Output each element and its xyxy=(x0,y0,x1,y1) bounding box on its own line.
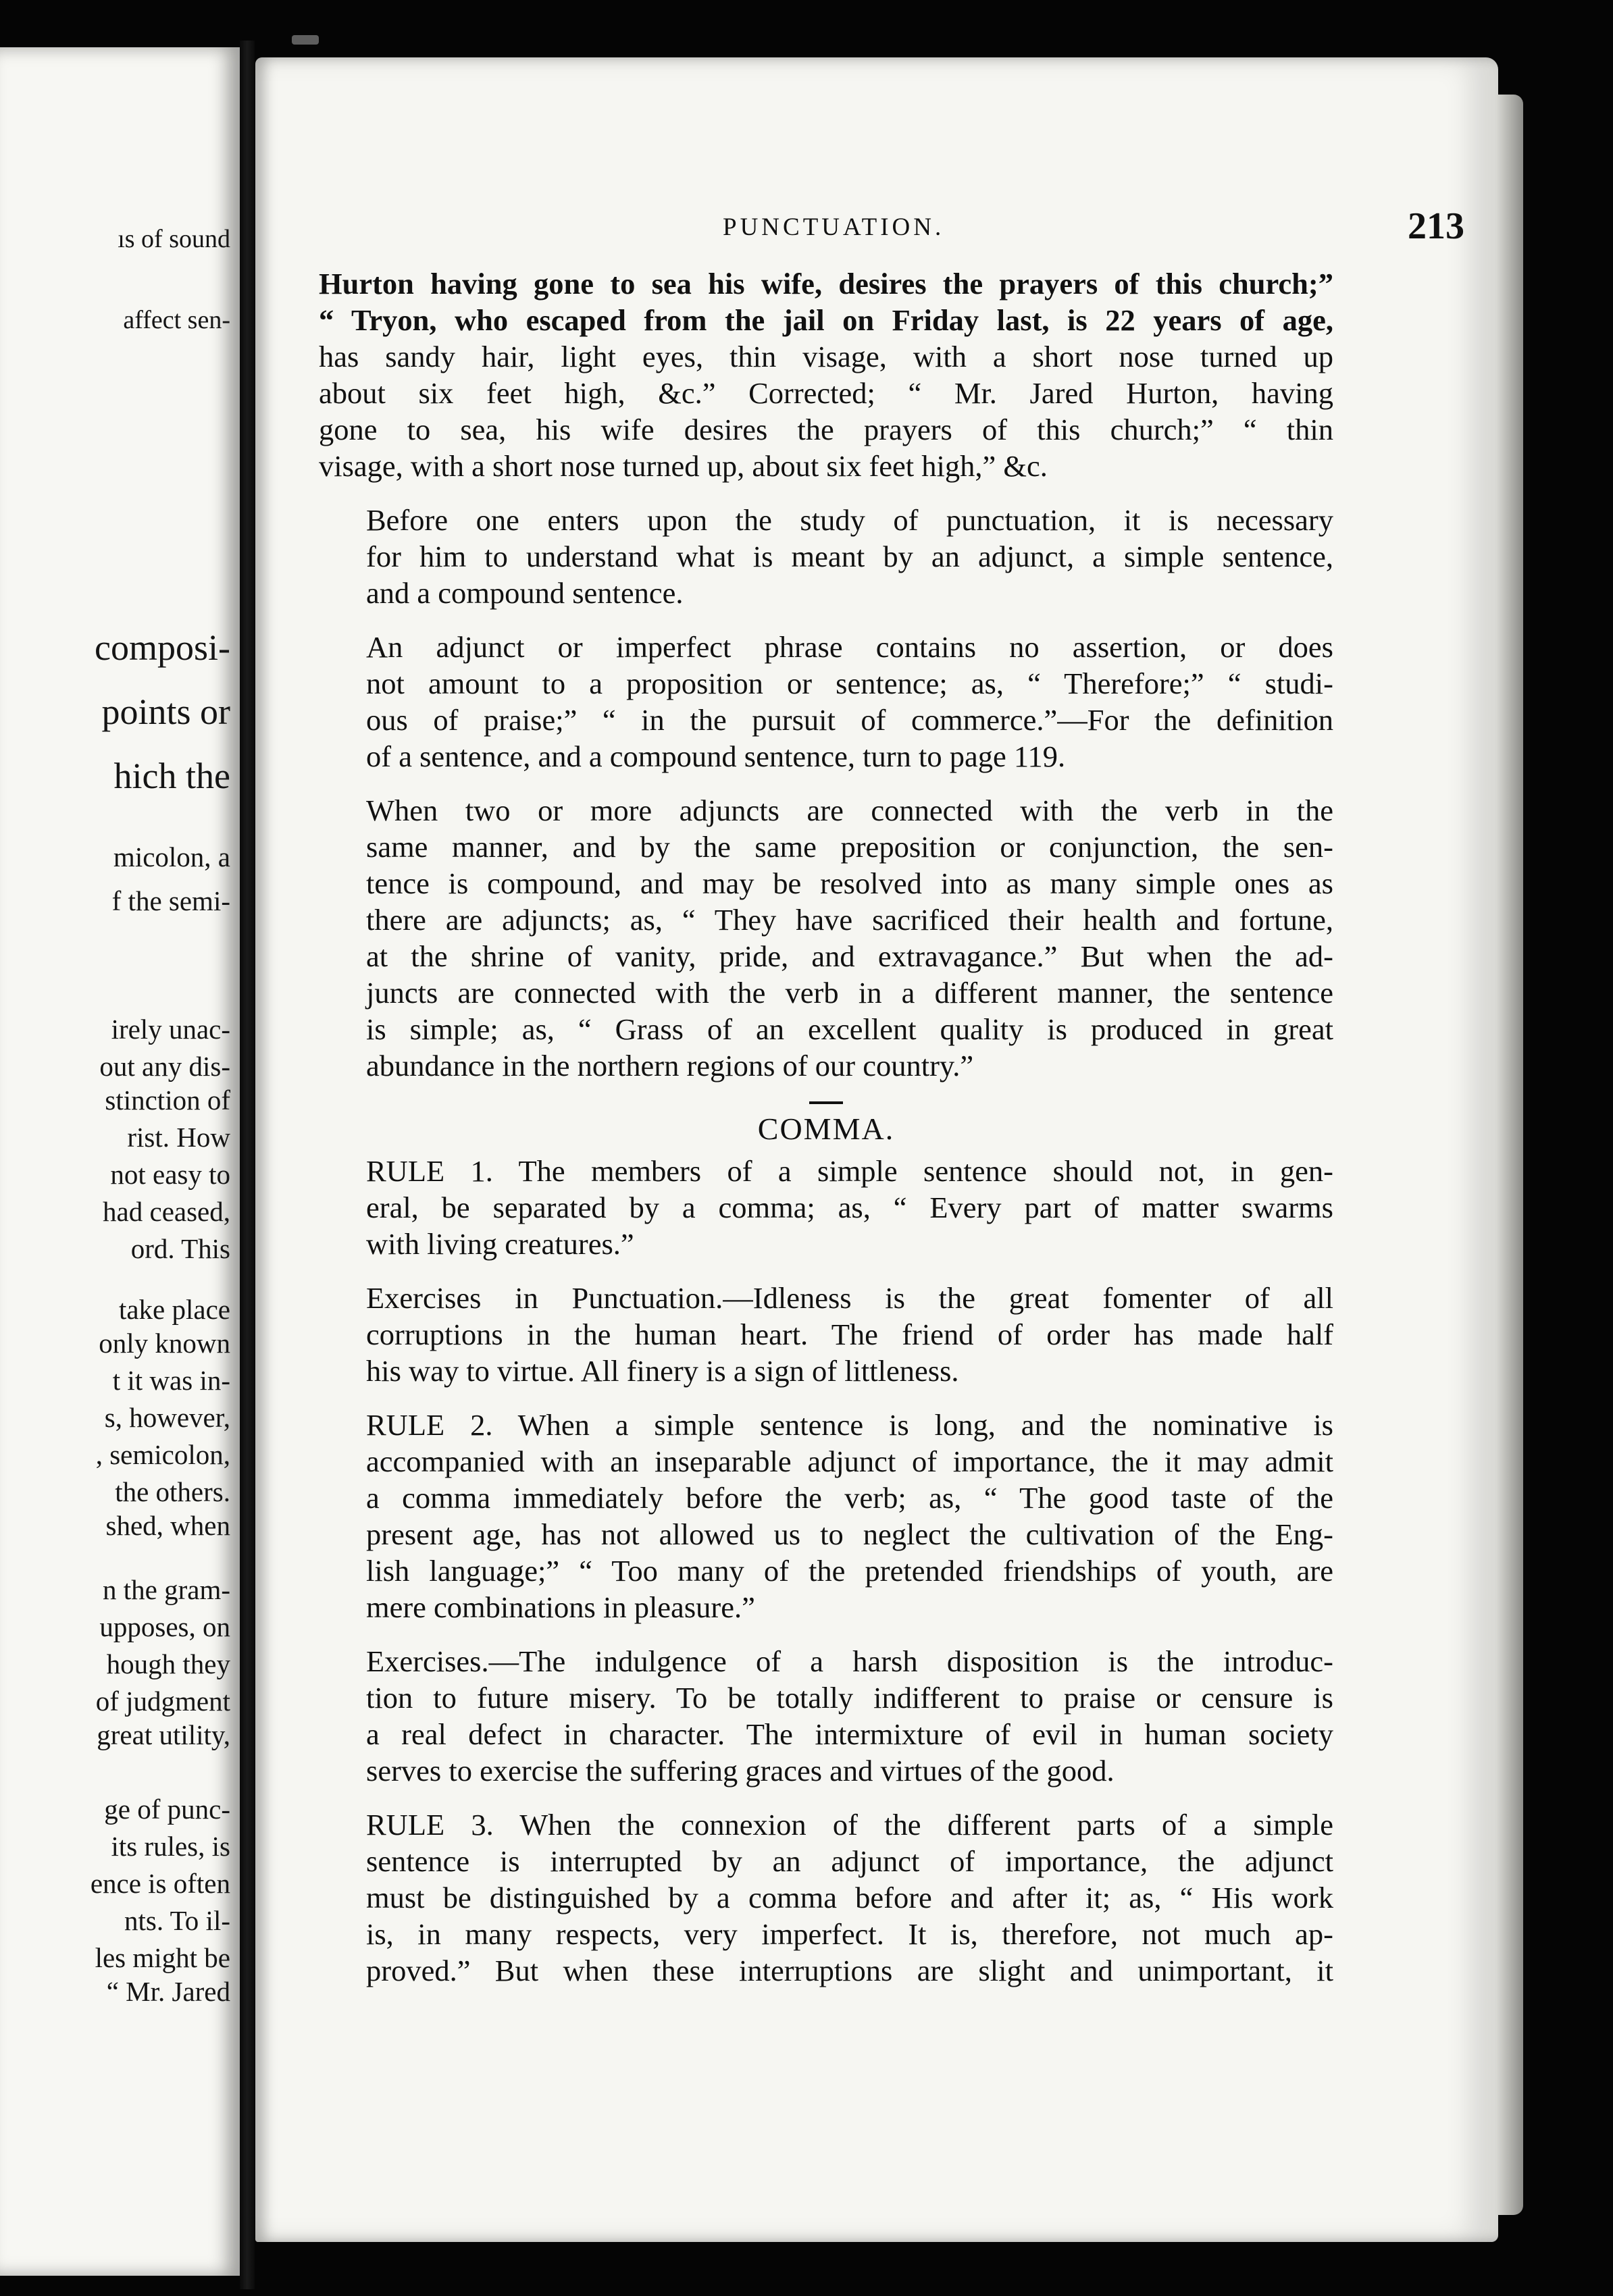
text-line: proved.” But when these interruptions are slight and unimportant, it xyxy=(366,1954,1333,1987)
left-page-line: its rules, is xyxy=(111,1831,230,1862)
text-line: his way to virtue. All finery is a sign of littleness. xyxy=(366,1354,959,1388)
left-page-line: affect sen- xyxy=(123,306,230,334)
left-page-line: hough they xyxy=(106,1648,230,1679)
left-page-line: “ Mr. Jared xyxy=(106,1976,230,2007)
text-line: at the shrine of vanity, pride, and extravagance.” But when the ad- xyxy=(366,939,1333,973)
running-head: PUNCTUATION. xyxy=(723,213,945,241)
rule-1 xyxy=(319,1153,1333,1262)
text-line: Exercises in Punctuation.—Idleness is the great fomenter of all xyxy=(366,1281,1333,1315)
text-line: serves to exercise the suffering graces and virtues of the good. xyxy=(366,1754,1115,1788)
text-line: eral, be separated by a comma; as, “ Every part of matter swarms xyxy=(366,1191,1333,1224)
text-line: corruptions in the human heart. The friend of order has made half xyxy=(366,1317,1333,1351)
left-page-line: take place xyxy=(118,1294,230,1325)
left-page-line: ıs of sound xyxy=(118,225,230,253)
page-edge xyxy=(1496,95,1523,2215)
text-line: about six feet high, &c.” Corrected; “ Mr. Jared Hurton, having xyxy=(319,376,1333,410)
text-line: RULE 3. When the connexion of the different parts of a simple xyxy=(366,1808,1333,1842)
left-page-line: t it was in- xyxy=(112,1365,230,1396)
text-line: present age, has not allowed us to neglect the cultivation of the Eng- xyxy=(366,1517,1333,1551)
paragraph-adjunct xyxy=(319,629,1333,775)
text-line: same manner, and by the same preposition or conjunction, the sen- xyxy=(366,830,1333,864)
left-page-line: s, however, xyxy=(104,1402,230,1433)
page-body xyxy=(319,265,1333,2006)
left-page-line: hich the xyxy=(113,756,230,796)
rule-2 xyxy=(319,1407,1333,1625)
text-line: gone to sea, his wife desires the prayers of this church;” “ thin xyxy=(319,413,1333,446)
text-line: An adjunct or imperfect phrase contains no assertion, or does xyxy=(366,630,1333,664)
left-page-line: great utility, xyxy=(97,1719,230,1750)
text-line: Exercises.—The indulgence of a harsh disposition is the introduc- xyxy=(366,1644,1333,1678)
text-line: RULE 2. When a simple sentence is long, and the nominative is xyxy=(366,1408,1333,1442)
left-page-line: of judgment xyxy=(95,1686,230,1717)
text-line: has sandy hair, light eyes, thin visage, with a short nose turned up xyxy=(319,340,1333,373)
text-line: tion to future misery. To be totally indifferent to praise or censure is xyxy=(366,1681,1333,1715)
left-page-line: shed, when xyxy=(105,1510,230,1541)
text-line: and a compound sentence. xyxy=(366,576,684,610)
left-page-line: ord. This xyxy=(130,1233,230,1264)
left-page-line: irely unac- xyxy=(111,1014,230,1045)
text-line: Before one enters upon the study of punctuation, it is necessary xyxy=(366,503,1333,537)
text-line: “ Tryon, who escaped from the jail on Friday last, is 22 years of age, xyxy=(319,303,1333,337)
rule-3 xyxy=(319,1806,1333,1989)
text-line: for him to understand what is meant by an adjunct, a simple sentence, xyxy=(366,540,1333,573)
text-line: Hurton having gone to sea his wife, desires the prayers of this church;” xyxy=(319,267,1333,301)
left-page-line: composi- xyxy=(95,627,230,668)
text-line: mere combinations in pleasure.” xyxy=(366,1590,755,1624)
scan-mark xyxy=(292,35,319,45)
text-line: a real defect in character. The intermixture of evil in human society xyxy=(366,1717,1333,1751)
section-divider xyxy=(809,1101,843,1104)
text-line: lish language;” “ Too many of the pretended friendships of youth, are xyxy=(366,1554,1333,1588)
left-page-line: rist. How xyxy=(127,1122,230,1153)
text-line: a comma immediately before the verb; as, “ The good taste of the xyxy=(366,1481,1333,1515)
left-page-line: les might be xyxy=(95,1942,230,1973)
paragraph-intro xyxy=(319,502,1333,611)
left-page-line: only known xyxy=(99,1328,230,1359)
text-line: there are adjuncts; as, “ They have sacrificed their health and fortune, xyxy=(366,903,1333,937)
text-line: not amount to a proposition or sentence; as, “ Therefore;” “ studi- xyxy=(366,667,1333,700)
section-title: COMMA. xyxy=(757,1112,895,1146)
text-line: is simple; as, “ Grass of an excellent quality is produced in great xyxy=(366,1012,1333,1046)
text-line: juncts are connected with the verb in a different manner, the sentence xyxy=(366,976,1333,1010)
left-page-line: upposes, on xyxy=(99,1611,230,1642)
paragraph-compound xyxy=(319,792,1333,1084)
left-page-line: nts. To il- xyxy=(124,1905,230,1936)
text-line: of a sentence, and a compound sentence, turn to page 119. xyxy=(366,739,1066,773)
left-page-line: n the gram- xyxy=(103,1574,230,1605)
text-line: tence is compound, and may be resolved into as many simple ones as xyxy=(366,866,1333,900)
text-line: When two or more adjuncts are connected with the verb in the xyxy=(366,793,1333,827)
exercise-1 xyxy=(319,1280,1333,1389)
text-line: abundance in the northern regions of our country.” xyxy=(366,1049,974,1082)
left-page-line: out any dis- xyxy=(99,1051,230,1082)
exercise-2 xyxy=(319,1643,1333,1789)
left-page-line: stinction of xyxy=(105,1085,230,1116)
text-line: with living creatures.” xyxy=(366,1227,634,1261)
left-page-line: not easy to xyxy=(110,1159,230,1190)
left-page-line: the others. xyxy=(115,1476,230,1507)
text-line: ous of praise;” “ in the pursuit of commerce.”—For the definition xyxy=(366,703,1333,737)
paragraph-continuation xyxy=(319,265,1333,484)
left-page-line: ge of punc- xyxy=(104,1794,230,1825)
left-page-fragment xyxy=(0,47,240,2276)
left-page-line: points or xyxy=(101,692,230,732)
text-line: sentence is interrupted by an adjunct of importance, the adjunct xyxy=(366,1844,1333,1878)
page-header xyxy=(317,205,1464,253)
left-page-line: had ceased, xyxy=(103,1196,230,1227)
book-gutter xyxy=(240,41,255,2289)
text-line: must be distinguished by a comma before and after it; as, “ His work xyxy=(366,1881,1333,1914)
text-line: is, in many respects, very imperfect. It is, therefore, not much ap- xyxy=(366,1917,1333,1951)
page-number: 213 xyxy=(1408,205,1464,247)
text-line: RULE 1. The members of a simple sentence should not, in gen- xyxy=(366,1154,1333,1188)
text-line: visage, with a short nose turned up, about six feet high,” &c. xyxy=(319,449,1048,483)
left-page-line: , semicolon, xyxy=(95,1439,230,1470)
text-line: accompanied with an inseparable adjunct of importance, the it may admit xyxy=(366,1444,1333,1478)
left-page-line: f the semi- xyxy=(111,885,230,916)
left-page-line: ence is often xyxy=(90,1868,230,1899)
left-page-line: micolon, a xyxy=(113,841,230,872)
